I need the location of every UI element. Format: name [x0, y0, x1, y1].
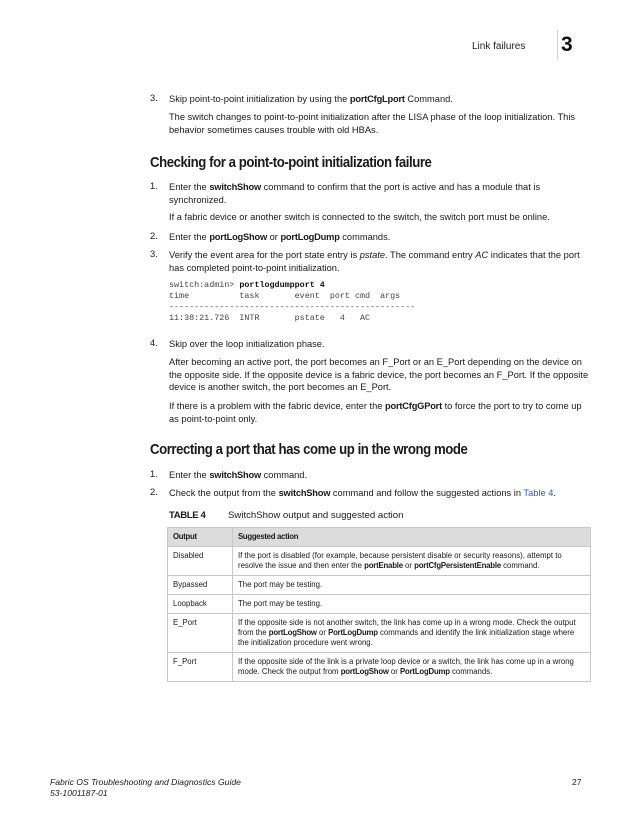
table-row: [168, 576, 591, 595]
command-name: portLogShow: [209, 232, 268, 242]
command-name: portCfgGPort: [385, 401, 443, 411]
table-label: TABLE 4: [169, 510, 206, 521]
code-row-line: 11:38:21.726 INTR pstate 4 AC: [169, 313, 371, 323]
section-heading: Correcting a port that has come up in the wrong mode: [150, 441, 468, 458]
chapter-number: 3: [561, 33, 573, 56]
command-name: portCfgLport: [349, 94, 405, 104]
command-name: switchShow: [278, 488, 331, 498]
step-number: 4.: [150, 338, 158, 348]
switchshow-table: [167, 527, 591, 682]
table-header-row: [168, 528, 591, 547]
step-number: 2.: [150, 487, 158, 497]
action-cell: If the opposite side of the link is a private loop device or a switch, the link has come up in a wrong mode. Check the output from portLogShow or PortLogDump commands.: [233, 653, 591, 682]
step-note: If a fabric device or another switch is connected to the switch, the switch port must be online.: [169, 212, 550, 222]
code-header-line: time task event port cmd args: [169, 291, 401, 301]
step-text: Enter the switchShow command to confirm that the port is active and has a module that is synchronized.: [169, 182, 541, 205]
footer-document-info: [50, 777, 241, 799]
action-cell: The port may be testing.: [233, 595, 591, 614]
step-paragraph: If there is a problem with the fabric device, enter the portCfgGPort to force the port to try to come up as point-to-point only.: [169, 401, 582, 424]
output-cell: Disabled: [168, 547, 233, 576]
step-number: 3.: [150, 249, 158, 259]
step-number: 2.: [150, 231, 158, 241]
step-number: 3.: [150, 93, 158, 103]
table-row: [168, 595, 591, 614]
footer-doc-number: 53-1001187-01: [50, 788, 108, 798]
table-row: [168, 547, 591, 576]
code-rule-line: -------------------------------------------------: [169, 302, 416, 312]
output-cell: E_Port: [168, 614, 233, 653]
code-prompt-line: switch:admin> portlogdumpport 4: [169, 280, 325, 290]
action-cell: If the opposite side is not another switch, the link has come up in a wrong mode. Check the output from the portLogShow or PortLogDump commands and identify the link initialization stage where the initialization procedure went wrong.: [233, 614, 591, 653]
step-text: Skip point-to-point initialization by using the portCfgLport Command.: [169, 94, 453, 104]
command-name: switchShow: [209, 182, 262, 192]
command-name: portLogShow: [268, 628, 317, 637]
output-cell: Loopback: [168, 595, 233, 614]
step-text: Skip over the loop initialization phase.: [169, 339, 325, 349]
command-name: portEnable: [364, 561, 403, 570]
running-header-section: Link failures: [472, 41, 526, 52]
step-text: Enter the switchShow command.: [169, 470, 308, 480]
table-4-link[interactable]: Table 4: [523, 488, 554, 498]
step-description: The switch changes to point-to-point initialization after the LISA phase of the loop initialization. This behavior sometimes causes trouble with old HBAs.: [169, 112, 576, 135]
header-divider: [557, 30, 558, 60]
footer-title: Fabric OS Troubleshooting and Diagnostics Guide: [50, 777, 241, 787]
step-paragraph: After becoming an active port, the port becomes an F_Port or an E_Port depending on the device on the opposite side. If the opposite device is a fabric device, the port becomes an F_Port. If the opposite device is another switch, the port becomes an E_Port.: [169, 357, 589, 392]
column-header: Output: [168, 528, 233, 547]
command-name: portLogDump: [280, 232, 340, 242]
table-title: SwitchShow output and suggested action: [228, 510, 404, 521]
step-number: 1.: [150, 181, 158, 191]
code-command: portlogdumpport 4: [239, 280, 325, 290]
step-text: Enter the portLogShow or portLogDump commands.: [169, 232, 391, 242]
page-number: 27: [572, 777, 582, 787]
step-text: Verify the event area for the port state entry is pstate. The command entry AC indicates that the port has completed point-to-point initialization.: [169, 250, 580, 273]
output-cell: Bypassed: [168, 576, 233, 595]
command-name: portLogShow: [340, 667, 389, 676]
step-number: 1.: [150, 469, 158, 479]
output-cell: F_Port: [168, 653, 233, 682]
command-name: PortLogDump: [328, 628, 378, 637]
command-name: switchShow: [209, 470, 262, 480]
step-text: Check the output from the switchShow command and follow the suggested actions in Table 4.: [169, 488, 556, 498]
section-heading: Checking for a point-to-point initialization failure: [150, 154, 432, 171]
action-cell: If the port is disabled (for example, because persistent disable or security reasons), attempt to resolve the issue and then enter the portEnable or portCfgPersistentEnable command.: [233, 547, 591, 576]
action-cell: The port may be testing.: [233, 576, 591, 595]
table-row: [168, 614, 591, 653]
command-name: PortLogDump: [400, 667, 450, 676]
table-row: [168, 653, 591, 682]
column-header: Suggested action: [233, 528, 591, 547]
command-name: portCfgPersistentEnable: [414, 561, 501, 570]
